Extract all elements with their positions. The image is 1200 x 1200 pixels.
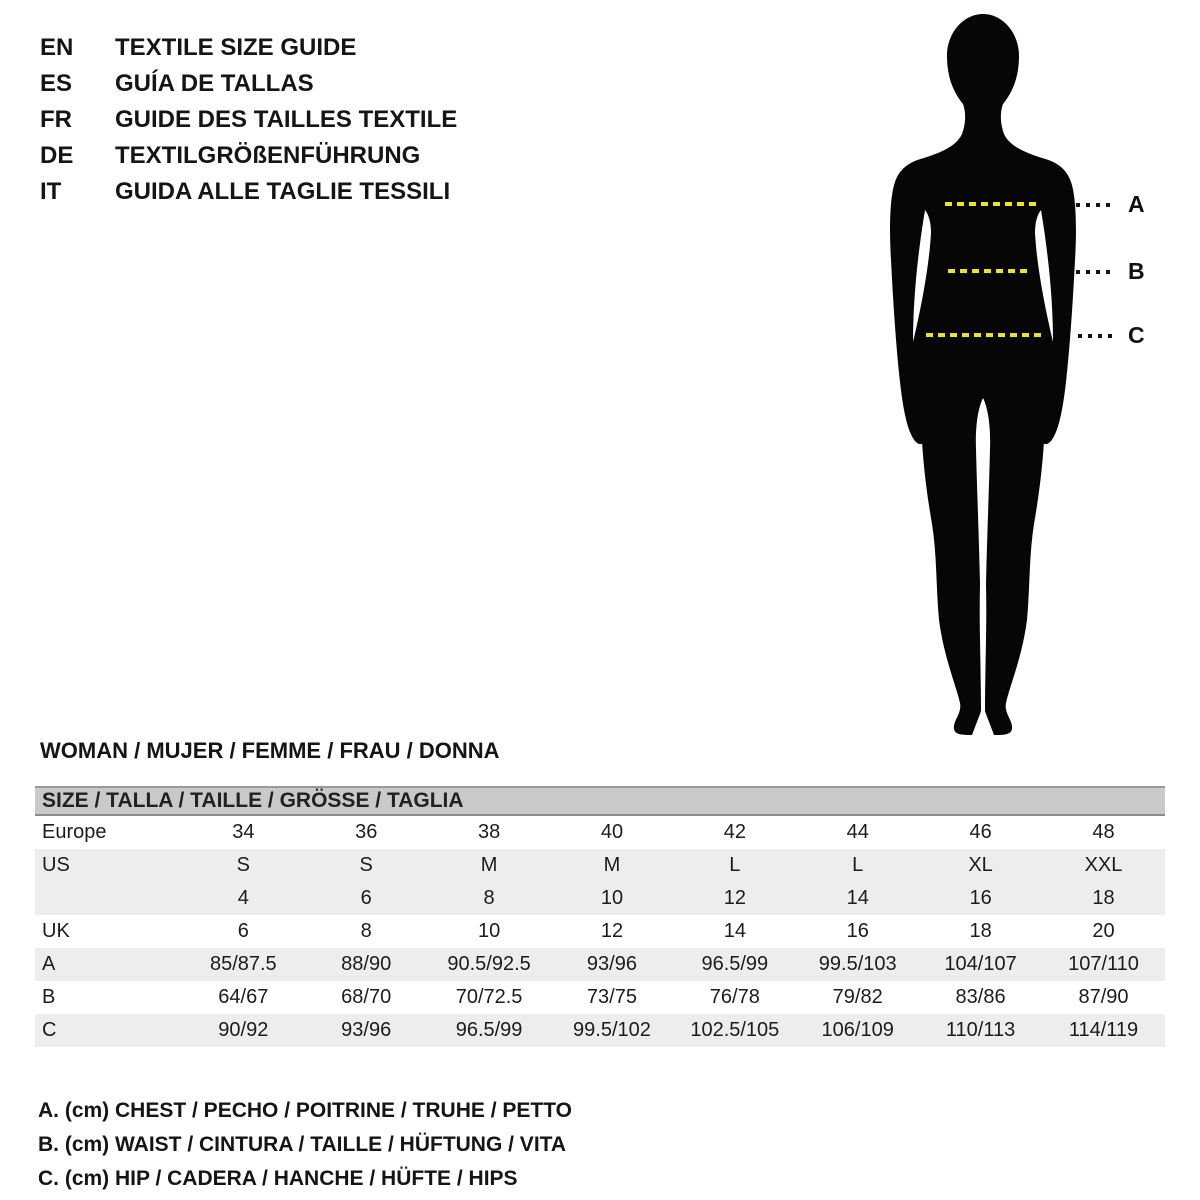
- size-cell: 14: [723, 920, 746, 942]
- size-cell: 6: [237, 920, 249, 942]
- size-cell: 46: [969, 821, 992, 843]
- size-cell: M: [603, 854, 621, 876]
- waist-measure-line: [948, 269, 1032, 273]
- language-row-fr: [40, 102, 457, 138]
- size-cell: 85/87.5: [209, 953, 277, 975]
- size-table: [35, 786, 1165, 1047]
- size-cell: 90.5/92.5: [447, 953, 531, 975]
- size-cell: 64/67: [218, 986, 269, 1008]
- size-cell: 114/119: [1068, 1019, 1139, 1041]
- row-label: B: [42, 986, 56, 1008]
- size-cell: 110/113: [945, 1019, 1016, 1041]
- legend-line-waist: B. (cm) WAIST / CINTURA / TAILLE / HÜFTUNG / VITA: [38, 1133, 567, 1156]
- size-cell: 8: [483, 887, 495, 909]
- language-title: GUIDE DES TAILLES TEXTILE: [115, 106, 458, 133]
- size-cell: 48: [1092, 821, 1115, 843]
- language-row-it: [40, 174, 457, 210]
- size-cell: 76/78: [709, 986, 760, 1008]
- waist-label: B: [1128, 258, 1145, 284]
- size-cell: 99.5/103: [818, 953, 897, 975]
- size-cell: 10: [600, 887, 624, 909]
- chest-leader-dots: [1076, 203, 1114, 207]
- size-cell: 6: [360, 887, 372, 909]
- size-cell: 107/110: [1068, 953, 1139, 975]
- language-row-es: [40, 66, 457, 102]
- language-title: GUÍA DE TALLAS: [115, 70, 314, 97]
- table-row-us: [35, 849, 1165, 882]
- size-cell: 18: [1092, 887, 1115, 909]
- language-row-en: [40, 30, 457, 66]
- size-cell: 12: [723, 887, 746, 909]
- language-code: ES: [40, 70, 73, 97]
- size-cell: 102.5/105: [690, 1019, 780, 1041]
- hip-label: C: [1128, 322, 1145, 348]
- size-cell: XXL: [1084, 854, 1123, 876]
- language-title-block: [40, 30, 457, 210]
- row-label: [35, 882, 182, 915]
- language-code: EN: [40, 34, 74, 61]
- language-code: DE: [40, 142, 74, 169]
- size-cell: 96.5/99: [701, 953, 769, 975]
- language-code: FR: [40, 106, 72, 133]
- size-cell: 18: [969, 920, 992, 942]
- size-cell: 36: [355, 821, 378, 843]
- size-cell: 68/70: [341, 986, 392, 1008]
- size-cell: 83/86: [955, 986, 1006, 1008]
- size-cell: 8: [360, 920, 372, 942]
- lower-leg-gap: [981, 573, 986, 706]
- chest-measure-line: [945, 202, 1041, 206]
- size-cell: L: [729, 854, 741, 876]
- size-cell: 40: [600, 821, 624, 843]
- language-code: IT: [40, 178, 62, 205]
- table-row-hip-c: [35, 1014, 1165, 1047]
- size-cell: XL: [968, 854, 993, 876]
- size-cell: 90/92: [218, 1019, 269, 1041]
- measurement-legend: [38, 1094, 572, 1196]
- section-heading: WOMAN / MUJER / FEMME / FRAU / DONNA: [40, 738, 500, 763]
- size-cell: 38: [477, 821, 501, 843]
- size-cell: 12: [600, 920, 624, 942]
- size-cell: 96.5/99: [455, 1019, 523, 1041]
- upper-leg-gap: [982, 402, 985, 482]
- language-title: TEXTILE SIZE GUIDE: [115, 34, 357, 61]
- size-cell: 16: [969, 887, 992, 909]
- legend-line-chest: A. (cm) CHEST / PECHO / POITRINE / TRUHE / PETTO: [38, 1099, 573, 1122]
- size-cell: M: [480, 854, 498, 876]
- row-label: C: [42, 1019, 57, 1041]
- row-label: Europe: [42, 821, 107, 843]
- row-label: A: [42, 953, 56, 975]
- size-cell: 104/107: [944, 953, 1017, 975]
- hip-measure-line: [926, 333, 1046, 337]
- size-table-header-row: [35, 787, 1165, 815]
- row-label: US: [42, 854, 70, 876]
- size-cell: L: [852, 854, 864, 876]
- hip-leader-dots: [1078, 334, 1112, 338]
- table-row-europe: [35, 815, 1165, 849]
- size-cell: 93/96: [341, 1019, 392, 1041]
- waist-leader-dots: [1076, 270, 1112, 274]
- size-cell: 88/90: [341, 953, 392, 975]
- size-cell: 93/96: [586, 953, 637, 975]
- size-cell: 99.5/102: [573, 1019, 651, 1041]
- size-cell: 106/109: [821, 1019, 894, 1041]
- size-cell: 20: [1092, 920, 1115, 942]
- table-row-waist-b: [35, 981, 1165, 1014]
- chest-label: A: [1128, 191, 1145, 217]
- size-cell: 14: [846, 887, 869, 909]
- language-row-de: [40, 138, 457, 174]
- language-title: TEXTILGRÖßENFÜHRUNG: [115, 142, 421, 169]
- size-table-header: SIZE / TALLA / TAILLE / GRÖSSE / TAGLIA: [35, 787, 1165, 815]
- size-cell: S: [359, 854, 373, 876]
- size-cell: 70/72.5: [455, 986, 523, 1008]
- size-cell: 34: [232, 821, 255, 843]
- size-cell: 4: [237, 887, 249, 909]
- size-cell: 79/82: [832, 986, 883, 1008]
- size-cell: 44: [846, 821, 869, 843]
- size-cell: 10: [477, 920, 501, 942]
- size-cell: 42: [723, 821, 746, 843]
- legend-line-hip: C. (cm) HIP / CADERA / HANCHE / HÜFTE / HIPS: [38, 1167, 518, 1190]
- woman-silhouette: [875, 8, 1091, 738]
- size-cell: S: [236, 854, 250, 876]
- size-cell: 16: [846, 920, 869, 942]
- table-row-us-numeric: [35, 882, 1165, 915]
- row-label: UK: [42, 920, 70, 942]
- language-title: GUIDA ALLE TAGLIE TESSILI: [115, 178, 451, 205]
- table-row-chest-a: [35, 948, 1165, 981]
- size-cell: 87/90: [1078, 986, 1129, 1008]
- table-row-uk: [35, 915, 1165, 948]
- size-cell: 73/75: [586, 986, 637, 1008]
